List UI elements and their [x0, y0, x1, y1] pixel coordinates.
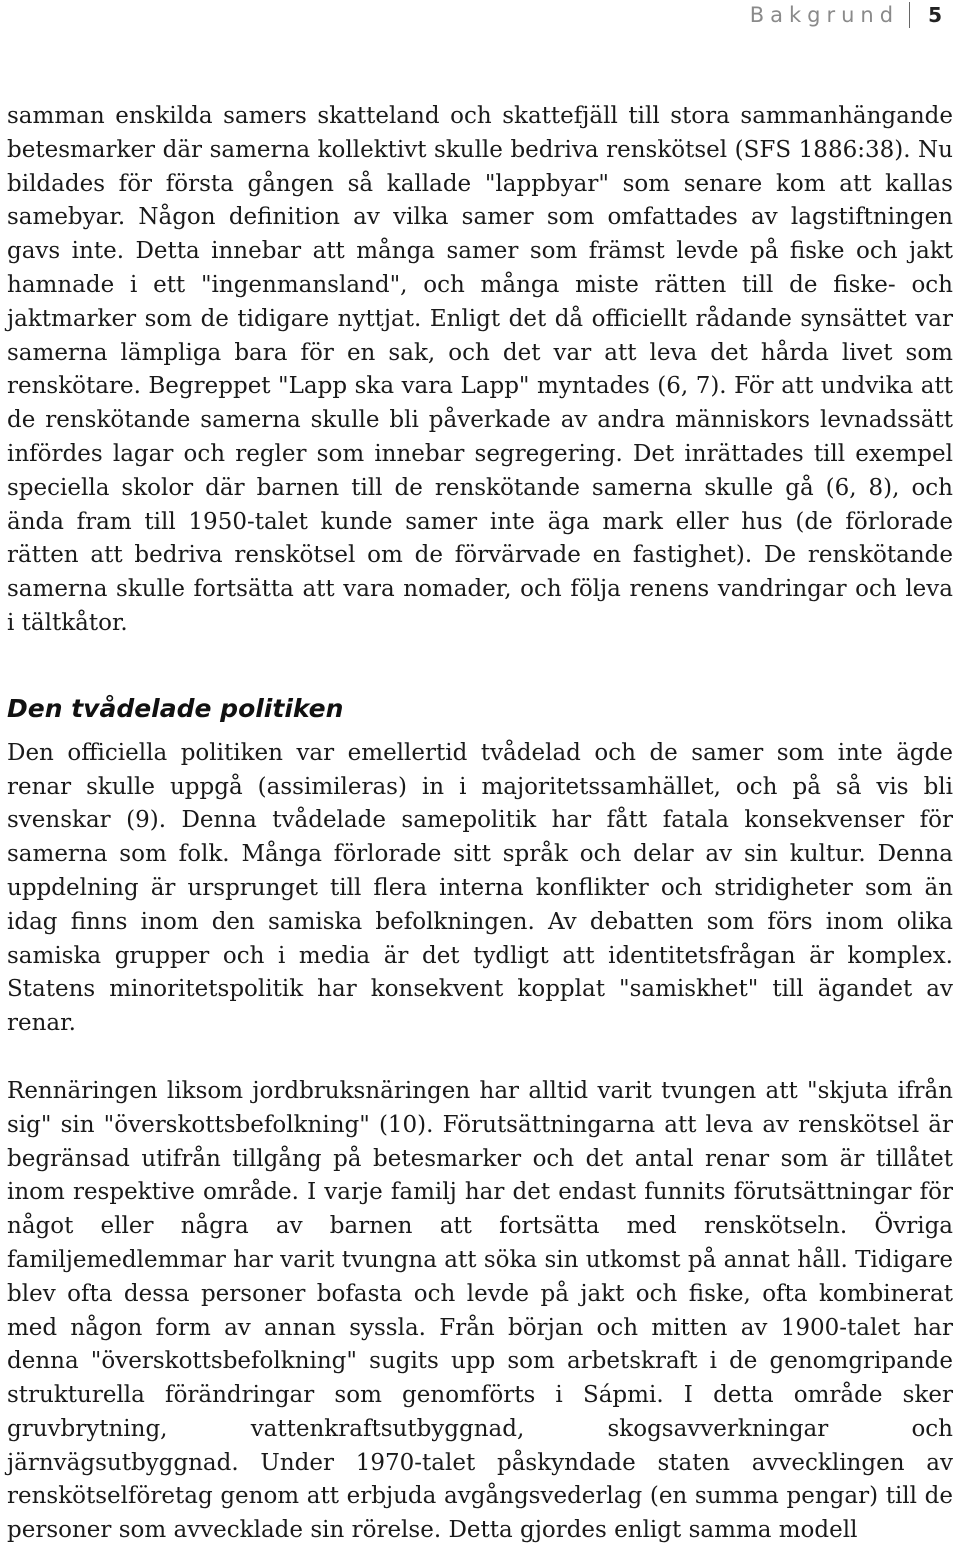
- body-paragraph-1: samman enskilda samers skatteland och skattefjäll till stora sammanhängande betesmarker där samerna kollektivt skulle bedriva renskötsel (SFS 1886:38). Nu bildades för första gången så kallade "lappbyar" som senare kom att kallas samebyar. Någon definition av vilka samer som omfattades av lagstiftningen gavs inte. Detta innebar att många samer som främst levde på fiske och jakt hamnade i ett "ingenmansland", och många miste rätten till de fiske- och jaktmarker som de tidigare nyttjat. Enligt det då officiellt rådande synsättet var samerna lämpliga bara för en sak, och det var att leva det hårda livet som renskötare. Begreppet "Lapp ska vara Lapp" myntades (6, 7). För att undvika att de renskötande samerna skulle bli påverkade av andra människors levnadssätt infördes lagar och regler som innebar segregering. Det inrättades till exempel speciella skolor där barnen till de renskötande samerna skulle gå (6, 8), och ända fram till 1950-talet kunde samer inte äga mark eller hus (de förlorade rätten att bedriva renskötsel om de förvärvade en fastighet). De renskötande samerna skulle fortsätta att vara nomader, och följa renens vandringar och leva i tältkåtor.: [7, 103, 953, 636]
- body-paragraph-3: Rennäringen liksom jordbruksnäringen har alltid varit tvungen att "skjuta ifrån sig" sin "överskottsbefolkning" (10). Förutsättningarna att leva av renskötsel är begränsad utifrån tillgång på betesmarker och det antal renar som är tillåtet inom respektive område. I varje familj har det endast funnits förutsättningar för något eller några av barnen att fortsätta med renskötseln. Övriga familjemedlemmar har varit tvungna att söka sin utkomst på annat håll. Tidigare blev ofta dessa personer bofasta och levde på jakt och fiske, ofta kombinerat med någon form av annan syssla. Från början och mitten av 1900-talet har denna "överskottsbefolkning" sugits upp som arbetskraft i de genomgripande strukturella förändringar som genomförts i Sápmi. I detta område sker gruvbrytning, vattenkraftsutbyggnad, skogsavverkningar och järnvägsutbyggnad. Under 1970-talet påskyndade staten avvecklingen av renskötselföretag genom att erbjuda avgångsvederlag (en summa pengar) till de personer som avvecklade sin rörelse. Detta gjordes enligt samma modell: [7, 1077, 953, 1544]
- paragraph-spacer: [7, 1041, 953, 1075]
- page-number: 5: [928, 3, 942, 27]
- paragraph-spacer: [7, 641, 953, 681]
- page-header: [750, 0, 942, 30]
- running-header-section: Bakgrund: [749, 3, 900, 27]
- body-paragraph-2: Den officiella politiken var emellertid tvådelad och de samer som inte ägde renar skulle uppgå (assimileras) in i majoritetssamhället, och på så vis bli svenskar (9). Denna tvådelade samepolitik har fått fatala konsekvenser för samerna som folk. Många förlorade sitt språk och delar av sin kultur. Denna uppdelning är ursprunget till flera interna konflikter och stridigheter som än idag finns inom den samiska befolkningen. Av debatten som förs inom olika samiska grupper och i media är det tydligt att identitetsfrågan är komplex. Statens minoritetspolitik har konsekvent kopplat "samiskhet" till ägandet av renar.: [7, 739, 953, 1037]
- section-heading: Den tvådelade politiken: [7, 693, 344, 723]
- header-divider: [909, 2, 910, 28]
- document-body: [7, 100, 953, 1548]
